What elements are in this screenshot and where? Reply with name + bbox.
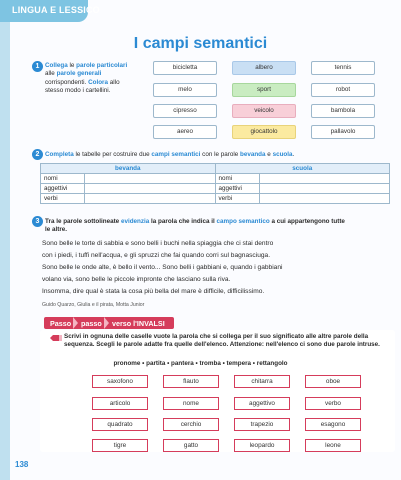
exercise-2-number: 2 [32,149,43,160]
sequence-word[interactable]: oboe [305,375,361,388]
word-card-particular[interactable]: melo [153,83,217,97]
passo-passo-banner [44,317,174,329]
exercise-3-number: 3 [32,216,43,227]
sequence-word[interactable]: aggettivo [234,397,290,410]
answer-cell[interactable] [85,184,216,194]
sequence-word[interactable]: gatto [163,439,219,452]
sequence-word[interactable]: flauto [163,375,219,388]
exercise-1-number: 1 [32,61,43,72]
chevron-icon [73,317,78,329]
table-header-scuola: scuola [215,164,390,174]
exercise-3-instruction: Tra le parole sottolineate evidenzia la parola che indica il campo semantico a cui appartengono tutte le altre. [45,218,345,234]
sequence-word[interactable]: verbo [305,397,361,410]
row-label: verbi [41,194,85,204]
story-credit: Guido Quarzo, Giulia e il pirata, Motta Junior [42,302,145,308]
story-line[interactable]: con i piedi, i tuffi nell'acqua, e gli spruzzi che fai quando corri sul bagnasciuga. [42,252,271,259]
answer-cell[interactable] [259,184,390,194]
sequence-word[interactable]: trapezio [234,418,290,431]
sequence-word[interactable]: articolo [92,397,148,410]
word-card-particular[interactable]: cipresso [153,104,217,118]
pencil-icon [50,335,62,341]
section-label: LINGUA E LESSICO [12,5,100,15]
row-label: aggettivi [41,184,85,194]
table-row [41,174,390,184]
sequence-word[interactable]: leone [305,439,361,452]
answer-cell[interactable] [85,174,216,184]
word-list: pronome • partita • pantera • tromba • tempera • rettangolo [113,360,288,367]
word-card-particular[interactable]: bicicletta [153,61,217,75]
banner-word: passo [81,319,102,328]
table-header-bevanda: bevanda [41,164,216,174]
invalsi-instruction: Scrivi in ognuna delle caselle vuote la parola che si collega per il suo significato alle altre parole della sequenza. Scegli le parole adatte fra quelle dell'elenco. Attenzione: nell'elenco ci sono due parole intruse. [64,333,380,349]
story-line[interactable]: Sono belle le torte di sabbia e sono belli i buchi nella spiaggia che ci stai dentro [42,240,274,247]
answer-cell[interactable] [85,194,216,204]
sequence-word[interactable]: esagono [305,418,361,431]
answer-cell[interactable] [259,174,390,184]
word-card-particular[interactable]: tennis [311,61,375,75]
exercise-1-instruction: Collega le parole particolari alle parole generali corrispondenti. Colora allo stesso modo i cartellini. [45,62,128,94]
sequence-word[interactable]: leopardo [234,439,290,452]
story-line[interactable]: Sono belle le onde alte, è bello il vento... Sono belli i gabbiani e, quando i gabbiani [42,264,283,271]
sequence-word[interactable]: nome [163,397,219,410]
sequence-word[interactable]: cerchio [163,418,219,431]
chevron-icon [104,317,109,329]
table-row [41,194,390,204]
word-card-particular[interactable]: pallavolo [311,125,375,139]
page-number: 138 [15,460,29,469]
sequence-word[interactable]: quadrato [92,418,148,431]
table-row [41,184,390,194]
banner-word: verso l'INVALSI [112,319,165,328]
word-card-general[interactable]: giocattolo [232,125,296,139]
row-label: nomi [215,174,259,184]
banner-word: Passo [50,319,72,328]
sequence-word[interactable]: chitarra [234,375,290,388]
semantic-fields-table [40,163,390,204]
sequence-word[interactable]: saxofono [92,375,148,388]
sequence-word[interactable]: tigre [92,439,148,452]
word-card-particular[interactable]: bambola [311,104,375,118]
word-card-general[interactable]: albero [232,61,296,75]
page-title: I campi semantici [133,35,268,52]
story-line[interactable]: volano via, sono belle le piccole impronte che lasciano sulla riva. [42,276,231,283]
exercise-2-instruction: Completa le tabelle per costruire due campi semantici con le parole bevanda e scuola. [45,151,295,158]
story-text [42,238,394,298]
word-card-particular[interactable]: robot [311,83,375,97]
word-card-particular[interactable]: aereo [153,125,217,139]
word-card-general[interactable]: veicolo [232,104,296,118]
word-card-general[interactable]: sport [232,83,296,97]
story-line[interactable]: Insomma, dire qual è stata la cosa più bella del mare è difficile, difficilissimo. [42,288,265,295]
row-label: verbi [215,194,259,204]
row-label: nomi [41,174,85,184]
row-label: aggettivi [215,184,259,194]
page-margin-band [0,0,10,480]
answer-cell[interactable] [259,194,390,204]
